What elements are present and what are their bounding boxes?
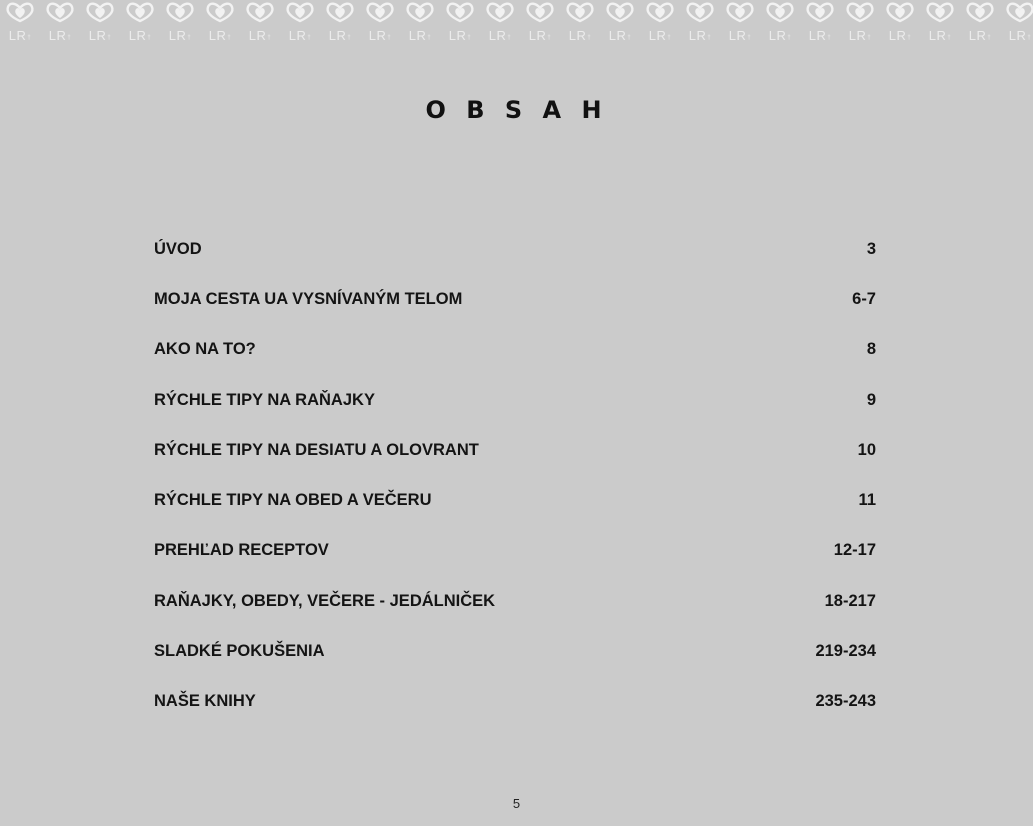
toc-entry[interactable] (154, 489, 876, 539)
heart-leaf-ornament-icon (920, 0, 960, 24)
heart-leaf-ornament-icon (960, 0, 1000, 24)
table-of-contents (154, 238, 876, 741)
lr-logo-mark: LR † (408, 27, 432, 43)
toc-entry-page: 11 (858, 491, 876, 510)
toc-entry[interactable] (154, 691, 876, 741)
toc-entry[interactable] (154, 590, 876, 640)
lr-logo-mark: LR † (968, 27, 992, 43)
heart-leaf-ornament-icon (600, 0, 640, 24)
lr-logo-mark: LR † (448, 27, 472, 43)
lr-logo-mark: LR † (648, 27, 672, 43)
toc-entry-label: RÝCHLE TIPY NA RAŇAJKY (154, 390, 375, 409)
lr-logo-mark: LR † (728, 27, 752, 43)
lr-logo-mark: LR † (88, 27, 112, 43)
lr-logo-mark: LR † (488, 27, 512, 43)
heart-leaf-ornament-icon (440, 0, 480, 24)
heart-leaf-ornament-icon (520, 0, 560, 24)
heart-leaf-ornament-icon (880, 0, 920, 24)
heart-leaf-ornament-icon (760, 0, 800, 24)
lr-logo-mark: LR † (128, 27, 152, 43)
lr-logo-mark: LR † (328, 27, 352, 43)
toc-entry-page: 18-217 (824, 591, 876, 610)
heart-leaf-ornament-icon (0, 0, 40, 24)
toc-entry-label: RÝCHLE TIPY NA DESIATU A OLOVRANT (154, 440, 479, 459)
heart-leaf-ornament-icon (840, 0, 880, 24)
toc-entry-label: PREHĽAD RECEPTOV (154, 541, 329, 560)
heart-leaf-ornament-icon (120, 0, 160, 24)
logo-row (0, 25, 1033, 45)
page-title: O B S A H (425, 96, 608, 124)
toc-entry[interactable] (154, 389, 876, 439)
lr-logo-mark: LR † (288, 27, 312, 43)
lr-logo-mark: LR † (208, 27, 232, 43)
toc-entry[interactable] (154, 339, 876, 389)
heart-leaf-ornament-icon (40, 0, 80, 24)
toc-entry-page: 9 (866, 390, 876, 409)
toc-entry[interactable] (154, 540, 876, 590)
heart-leaf-ornament-icon (360, 0, 400, 24)
toc-entry-label: NAŠE KNIHY (154, 692, 256, 711)
toc-entry[interactable] (154, 640, 876, 690)
lr-logo-mark: LR † (768, 27, 792, 43)
toc-entry-page: 3 (866, 239, 876, 258)
heart-leaf-ornament-icon (640, 0, 680, 24)
toc-entry[interactable] (154, 439, 876, 489)
lr-logo-mark: LR † (568, 27, 592, 43)
heart-leaf-ornament-icon (720, 0, 760, 24)
heart-leaf-ornament-icon (800, 0, 840, 24)
page-number: 5 (512, 796, 521, 811)
lr-logo-mark: LR † (928, 27, 952, 43)
toc-entry-label: SLADKÉ POKUŠENIA (154, 642, 325, 661)
heart-leaf-ornament-icon (80, 0, 120, 24)
lr-logo-mark: LR † (1008, 27, 1032, 43)
ornament-row (0, 0, 1033, 24)
heart-leaf-ornament-icon (560, 0, 600, 24)
toc-entry-label: MOJA CESTA UA VYSNÍVANÝM TELOM (154, 289, 463, 308)
toc-entry-page: 6-7 (852, 289, 876, 308)
toc-entry-label: RÝCHLE TIPY NA OBED A VEČERU (154, 491, 432, 510)
lr-logo-mark: LR † (888, 27, 912, 43)
lr-logo-mark: LR † (48, 27, 72, 43)
toc-entry[interactable] (154, 238, 876, 288)
heart-leaf-ornament-icon (200, 0, 240, 24)
lr-logo-mark: LR † (168, 27, 192, 43)
lr-logo-mark: LR † (848, 27, 872, 43)
heart-leaf-ornament-icon (320, 0, 360, 24)
lr-logo-mark: LR † (368, 27, 392, 43)
lr-logo-mark: LR † (248, 27, 272, 43)
toc-entry-page: 235-243 (815, 692, 876, 711)
heart-leaf-ornament-icon (240, 0, 280, 24)
heart-leaf-ornament-icon (1000, 0, 1033, 24)
toc-entry-label: RAŇAJKY, OBEDY, VEČERE - JEDÁLNIČEK (154, 591, 496, 610)
lr-logo-mark: LR † (528, 27, 552, 43)
heart-leaf-ornament-icon (480, 0, 520, 24)
heart-leaf-ornament-icon (400, 0, 440, 24)
lr-logo-mark: LR † (808, 27, 832, 43)
toc-entry[interactable] (154, 288, 876, 338)
toc-entry-page: 10 (857, 440, 876, 459)
toc-entry-page: 8 (866, 340, 876, 359)
decorative-header-band (0, 0, 1033, 48)
heart-leaf-ornament-icon (280, 0, 320, 24)
heart-leaf-ornament-icon (680, 0, 720, 24)
toc-entry-page: 219-234 (815, 642, 876, 661)
lr-logo-mark: LR † (608, 27, 632, 43)
heart-leaf-ornament-icon (160, 0, 200, 24)
toc-entry-page: 12-17 (833, 541, 876, 560)
toc-entry-label: ÚVOD (154, 239, 202, 258)
lr-logo-mark: LR † (8, 27, 32, 43)
toc-entry-label: AKO NA TO? (154, 340, 256, 359)
lr-logo-mark: LR † (688, 27, 712, 43)
